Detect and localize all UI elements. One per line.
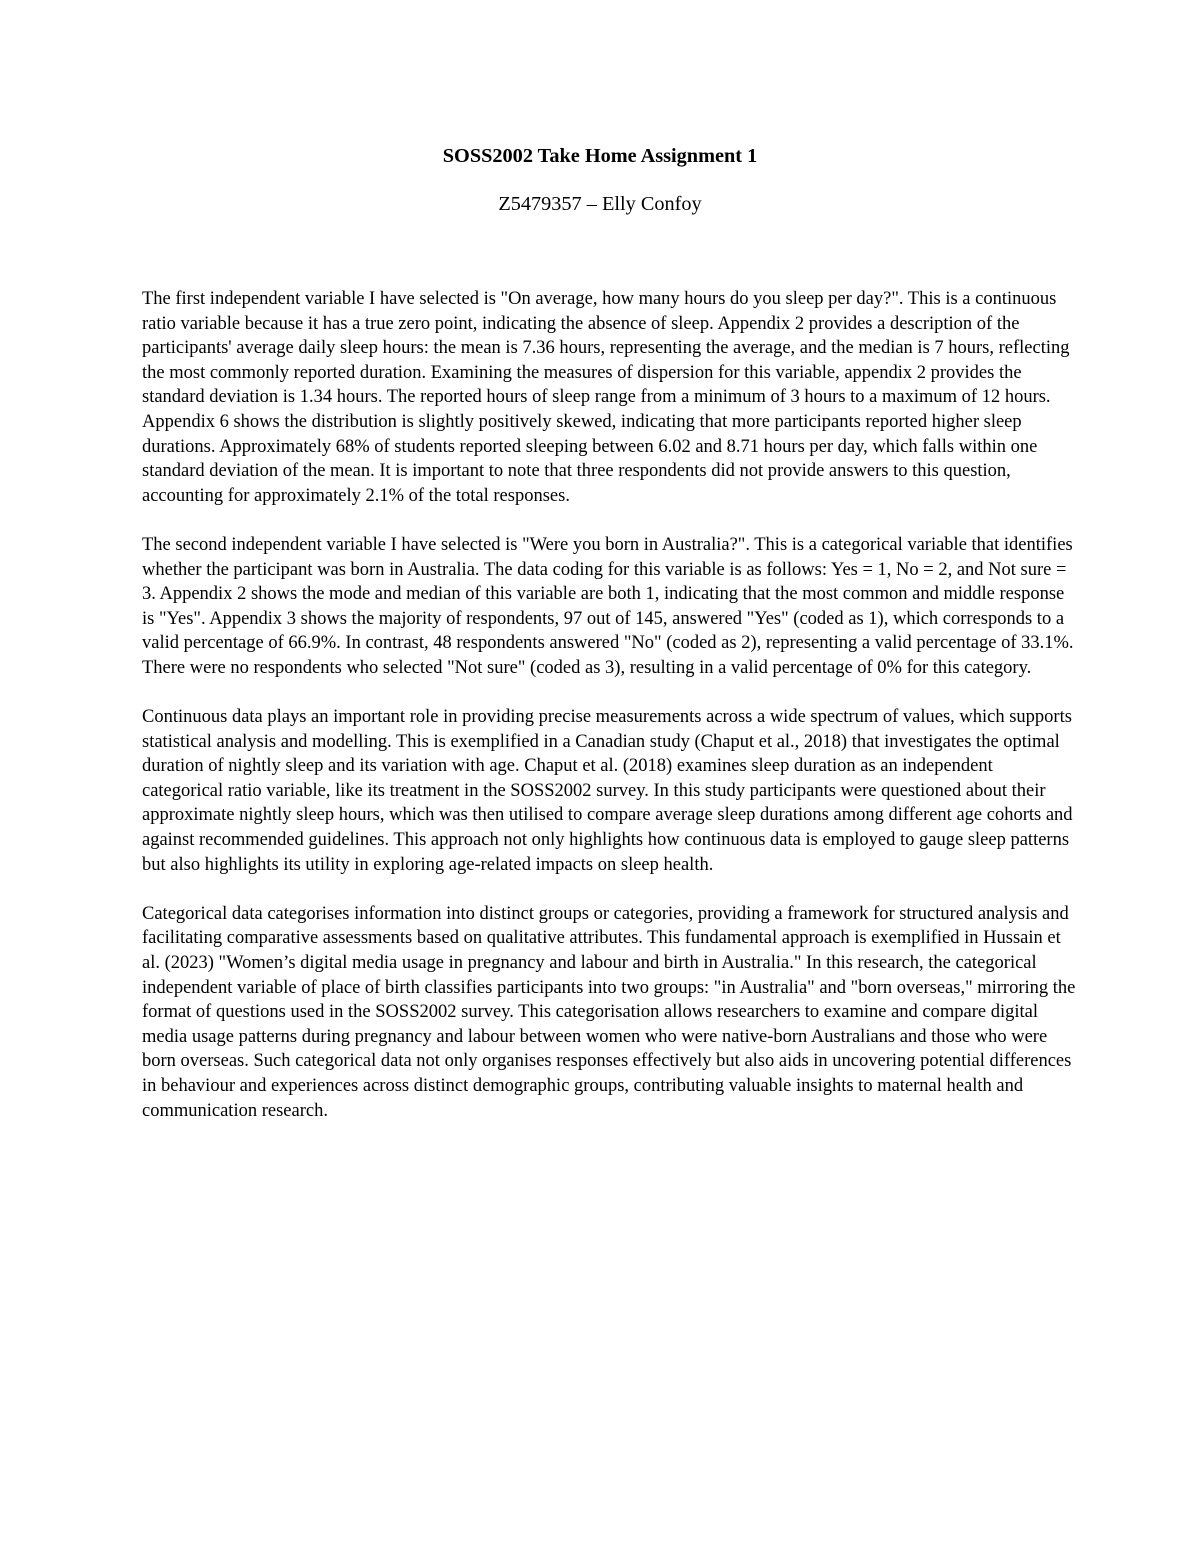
paragraph-categorical-data: Categorical data categorises information into distinct groups or categories, providing a framework for structured analysis and facilitating comparative assessments based on qualitative attributes. This fundamental approach is exemplified in Hussain et al. (2023) "Women’s digital media usage in pregnancy and labour and birth in Australia." In this research, the categorical independent variable of place of birth classifies participants into two groups: "in Australia" and "born overseas," mirroring the format of questions used in the SOSS2002 survey. This categorisation allows researchers to examine and compare digital media usage patterns during pregnancy and labour between women who were native-born Australians and those who were born overseas. Such categorical data not only organises responses effectively but also aids in uncovering potential differences in behaviour and experiences across distinct demographic groups, contributing valuable insights to maternal health and communication research. (142, 903, 1076, 1121)
paragraph-continuous-data: Continuous data plays an important role in providing precise measurements across a wide spectrum of values, which supports statistical analysis and modelling. This is exemplified in a Canadian study (Chaput et al., 2018) that investigates the optimal duration of nightly sleep and its variation with age. Chaput et al. (2018) examines sleep duration as an independent categorical ratio variable, like its treatment in the SOSS2002 survey. In this study participants were questioned about their approximate nightly sleep hours, which was then utilised to compare average sleep durations among different age cohorts and against recommended guidelines. This approach not only highlights how continuous data is employed to gauge sleep patterns but also highlights its utility in exploring age-related impacts on sleep health. (142, 707, 1073, 875)
paragraph-birthplace-variable: The second independent variable I have selected is "Were you born in Australia?". This is a categorical variable that identifies whether the participant was born in Australia. The data coding for this variable is as follows: Yes = 1, No = 2, and Not sure = 3. Appendix 2 shows the mode and median of this variable are both 1, indicating that the most common and middle response is "Yes". Appendix 3 shows the majority of respondents, 97 out of 145, answered "Yes" (coded as 1), which corresponds to a valid percentage of 66.9%. In contrast, 48 respondents answered "No" (coded as 2), representing a valid percentage of 33.1%. There were no respondents who selected "Not sure" (coded as 3), resulting in a valid percentage of 0% for this category. (142, 534, 1074, 678)
document-title: SOSS2002 Take Home Assignment 1 (442, 145, 758, 167)
document-body (142, 287, 1077, 1148)
paragraph-sleep-variable: The first independent variable I have selected is "On average, how many hours do you sleep per day?". This is a continuous ratio variable because it has a true zero point, indicating the absence of sleep. Appendix 2 provides a description of the participants' average daily sleep hours: the mean is 7.36 hours, representing the average, and the median is 7 hours, reflecting the most commonly reported duration. Examining the measures of dispersion for this variable, appendix 2 provides the standard deviation is 1.34 hours. The reported hours of sleep range from a minimum of 3 hours to a maximum of 12 hours. Appendix 6 shows the distribution is slightly positively skewed, indicating that more participants reported higher sleep durations. Approximately 68% of students reported sleeping between 6.02 and 8.71 hours per day, which falls within one standard deviation of the mean. It is important to note that three respondents did not provide answers to this question, accounting for approximately 2.1% of the total responses. (142, 289, 1070, 506)
author-line: Z5479357 – Elly Confoy (498, 193, 702, 215)
